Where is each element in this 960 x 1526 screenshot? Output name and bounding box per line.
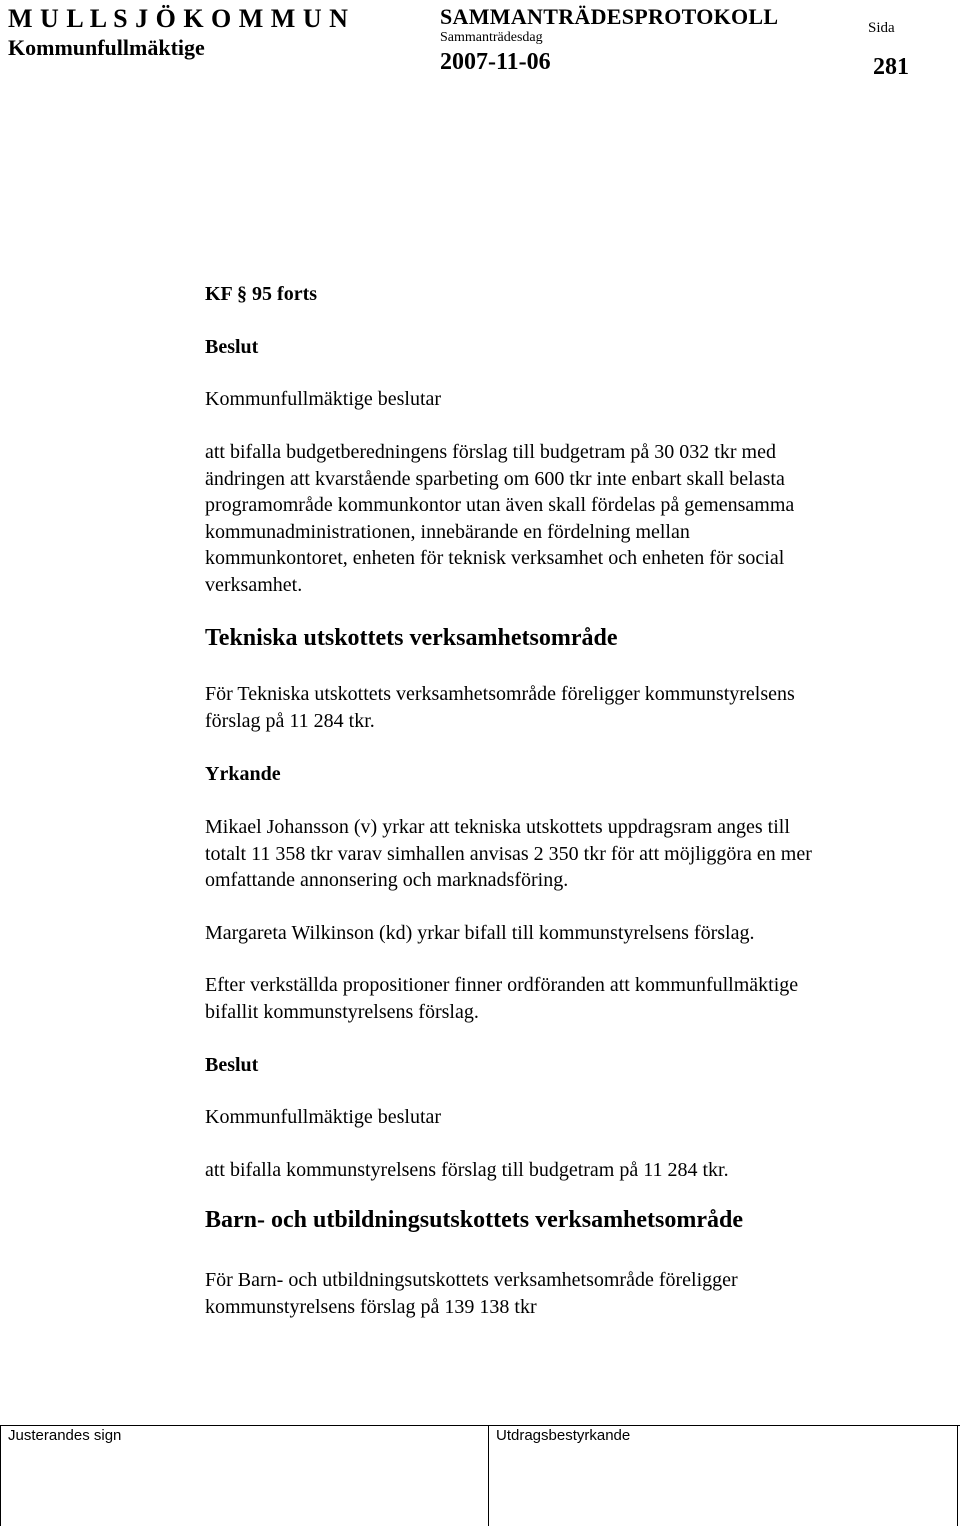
footer-divider <box>0 1425 1 1526</box>
decides-label-1: Kommunfullmäktige beslutar <box>205 388 442 410</box>
barn-proposal-line: För Barn- och utbildningsutskottets verksamhetsområde föreligger <box>205 1269 738 1291</box>
beslut-label-1: Beslut <box>205 336 259 358</box>
heading-tekniska: Tekniska utskottets verksamhetsområde <box>205 625 618 651</box>
utdragsbestyrkande-label: Utdragsbestyrkande <box>496 1427 631 1444</box>
mikael-motion-line: Mikael Johansson (v) yrkar att tekniska utskottets uppdragsram anges till <box>205 816 790 838</box>
decision-1-line: kommunkontoret, enheten för teknisk verksamhet och enheten för social <box>205 547 785 569</box>
barn-proposal-line: kommunstyrelsens förslag på 139 138 tkr <box>205 1295 537 1318</box>
page-label: Sida <box>868 20 895 36</box>
mikael-motion-line: totalt 11 358 tkr varav simhallen anvisas 2 350 tkr för att möjliggöra en mer <box>205 842 812 865</box>
body-name: Kommunfullmäktige <box>8 35 205 60</box>
decision-1-line: verksamhet. <box>205 573 303 596</box>
decision-1-line: programområde kommunkontor utan även skall fördelas på gemensamma <box>205 494 795 516</box>
yrkande-label: Yrkande <box>205 763 281 785</box>
footer-rule <box>0 1425 960 1426</box>
tekniska-proposal-line: förslag på 11 284 tkr. <box>205 709 375 732</box>
decides-label-2: Kommunfullmäktige beslutar <box>205 1106 442 1128</box>
date-label: Sammanträdesdag <box>440 30 543 45</box>
heading-barn: Barn- och utbildningsutskottets verksamhetsområde <box>205 1207 744 1233</box>
margareta-motion: Margareta Wilkinson (kd) yrkar bifall till kommunstyrelsens förslag. <box>205 922 755 944</box>
document-type: SAMMANTRÄDESPROTOKOLL <box>440 4 779 29</box>
tekniska-proposal-line: För Tekniska utskottets verksamhetsområde föreligger kommunstyrelsens <box>205 683 795 705</box>
meeting-date: 2007-11-06 <box>440 49 551 75</box>
section-title: KF § 95 forts <box>205 283 318 305</box>
page-number: 281 <box>873 54 909 80</box>
decision-1-line: att bifalla budgetberedningens förslag till budgetram på 30 032 tkr med <box>205 441 776 463</box>
municipality-name: M U L L S J Ö K O M M U N <box>8 4 349 33</box>
efter-line: bifallit kommunstyrelsens förslag. <box>205 1000 479 1023</box>
efter-line: Efter verkställda propositioner finner ordföranden att kommunfullmäktige <box>205 974 799 996</box>
footer-divider <box>957 1425 958 1526</box>
decision-1-line: ändringen att kvarstående sparbeting om 600 tkr inte enbart skall belasta <box>205 467 785 490</box>
beslut-label-2: Beslut <box>205 1054 259 1076</box>
decision-2: att bifalla kommunstyrelsens förslag till budgetram på 11 284 tkr. <box>205 1159 729 1181</box>
mikael-motion-line: omfattande annonsering och marknadsföring. <box>205 869 569 891</box>
justerandes-sign-label: Justerandes sign <box>8 1427 122 1444</box>
decision-1-line: kommunadministrationen, innebärande en fördelning mellan <box>205 520 690 543</box>
footer-divider <box>488 1425 489 1526</box>
